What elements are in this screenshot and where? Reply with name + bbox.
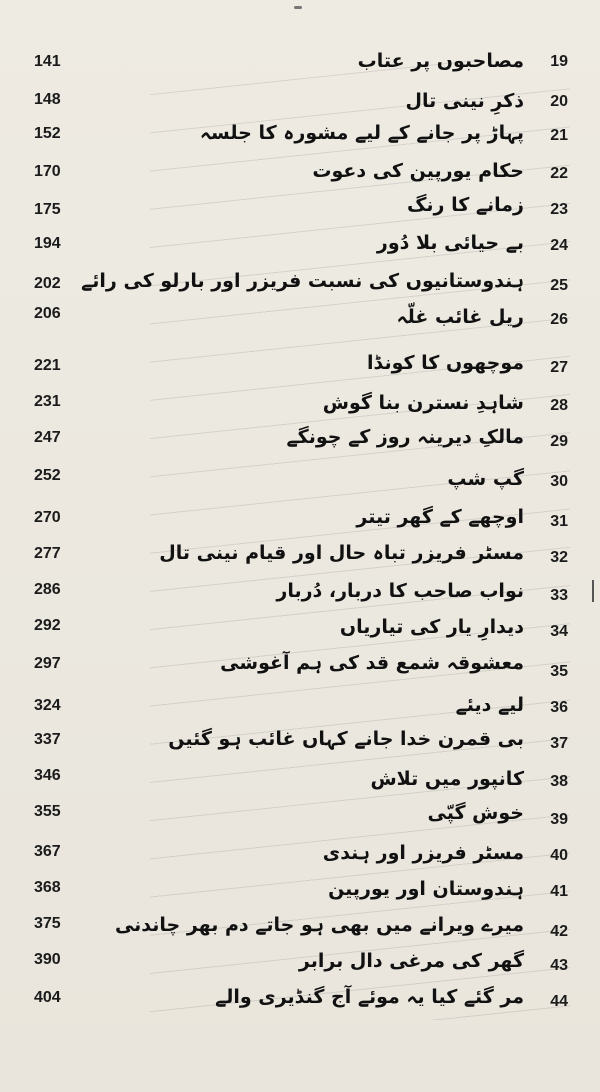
toc-entry <box>0 302 600 338</box>
entry-chapter-number: 41 <box>550 883 568 900</box>
entry-title: مسٹر فریزر تباہ حال اور قیام نینی تال <box>159 542 524 564</box>
entry-title: ہندوستانیوں کی نسبت فریزر اور بارلو کی رائے <box>81 270 524 292</box>
entry-chapter-number: 42 <box>550 923 568 940</box>
entry-chapter-number: 34 <box>550 623 568 640</box>
entry-chapter-number: 25 <box>550 277 568 294</box>
entry-chapter-number: 38 <box>550 773 568 790</box>
entry-chapter-number: 27 <box>550 359 568 376</box>
entry-page-number: 231 <box>34 393 61 410</box>
entry-chapter-number: 35 <box>550 663 568 680</box>
entry-page-number: 367 <box>34 843 61 860</box>
toc-entry <box>0 424 600 460</box>
entry-chapter-number: 22 <box>550 165 568 182</box>
toc-entry <box>0 798 600 834</box>
entry-title: شاہدِ نسترن بنا گوش <box>322 392 524 414</box>
entry-title: پہاڑ پر جانے کے لیے مشورہ کا جلسہ <box>199 122 524 144</box>
toc-entry <box>0 388 600 424</box>
entry-chapter-number: 23 <box>550 201 568 218</box>
entry-page-number: 277 <box>34 545 61 562</box>
entry-page-number: 368 <box>34 879 61 896</box>
toc-entry <box>0 268 600 304</box>
entry-page-number: 324 <box>34 697 61 714</box>
entry-page-number: 404 <box>34 989 61 1006</box>
toc-entry <box>0 612 600 648</box>
entry-page-number: 148 <box>34 91 61 108</box>
entry-page-number: 175 <box>34 201 61 218</box>
toc-entry <box>0 762 600 798</box>
entry-title: لیے دیئے <box>455 694 524 716</box>
toc-entry <box>0 192 600 228</box>
entry-chapter-number: 19 <box>550 53 568 70</box>
entry-chapter-number: 30 <box>550 473 568 490</box>
entry-chapter-number: 39 <box>550 811 568 828</box>
entry-title: ریل غائب غلّہ <box>396 306 524 328</box>
entry-page-number: 170 <box>34 163 61 180</box>
entry-page-number: 206 <box>34 305 61 322</box>
entry-title: گھر کی مرغی دال برابر <box>298 950 524 972</box>
entry-page-number: 194 <box>34 235 61 252</box>
toc-entry <box>0 982 600 1018</box>
entry-chapter-number: 26 <box>550 311 568 328</box>
toc-entry <box>0 910 600 946</box>
entry-title: حکام یورپین کی دعوت <box>312 160 524 182</box>
entry-page-number: 390 <box>34 951 61 968</box>
entry-chapter-number: 29 <box>550 433 568 450</box>
toc-entry <box>0 872 600 908</box>
entry-page-number: 292 <box>34 617 61 634</box>
toc-entry <box>0 650 600 686</box>
toc-entry <box>0 576 600 612</box>
entry-title: مالکِ دیرینہ روز کے چونگے <box>286 426 524 448</box>
entry-page-number: 297 <box>34 655 61 672</box>
entry-page-number: 221 <box>34 357 61 374</box>
toc-entry <box>0 460 600 496</box>
toc-entry <box>0 836 600 872</box>
entry-chapter-number: 40 <box>550 847 568 864</box>
entry-title: مر گئے کیا یہ موئے آج گنڈیری والے <box>215 986 524 1008</box>
entry-page-number: 141 <box>34 53 61 70</box>
entry-title: بے حیائی بلا دُور <box>376 232 524 254</box>
entry-chapter-number: 24 <box>550 237 568 254</box>
entry-title: دیدارِ یار کی تیاریاں <box>339 616 524 638</box>
toc-entry <box>0 724 600 760</box>
entry-title: معشوقہ شمع قد کی ہم آغوشی <box>220 652 524 674</box>
entry-page-number: 286 <box>34 581 61 598</box>
entry-title: موچھوں کا کونڈا <box>366 352 524 374</box>
toc-entry <box>0 690 600 726</box>
entry-page-number: 375 <box>34 915 61 932</box>
entry-title: زمانے کا رنگ <box>406 194 524 216</box>
entry-chapter-number: 31 <box>550 513 568 530</box>
toc-entry <box>0 350 600 386</box>
toc-entry <box>0 538 600 574</box>
entry-chapter-number: 20 <box>550 93 568 110</box>
entry-page-number: 355 <box>34 803 61 820</box>
toc-entry <box>0 156 600 192</box>
entry-page-number: 202 <box>34 275 61 292</box>
entry-chapter-number: 33 <box>550 587 568 604</box>
entry-chapter-number: 43 <box>550 957 568 974</box>
entry-title: میرے ویرانے میں بھی ہو جاتے دم بھر چاندنی <box>114 914 524 936</box>
entry-title: کانپور میں تلاش <box>370 768 524 790</box>
entry-title: مسٹر فریزر اور ہندی <box>322 842 524 864</box>
entry-chapter-number: 28 <box>550 397 568 414</box>
entry-title: گپ شپ <box>447 468 524 490</box>
entry-page-number: 252 <box>34 467 61 484</box>
entry-title: ذکرِ نینی تال <box>405 90 524 112</box>
toc-entry <box>0 500 600 536</box>
entry-chapter-number: 44 <box>550 993 568 1010</box>
toc-entry <box>0 84 600 120</box>
entry-page-number: 247 <box>34 429 61 446</box>
entry-title: اوچھے کے گھر تیتر <box>356 506 524 528</box>
entry-chapter-number: 37 <box>550 735 568 752</box>
entry-page-number: 270 <box>34 509 61 526</box>
entry-page-number: 152 <box>34 125 61 142</box>
toc-entry <box>0 120 600 156</box>
entry-chapter-number: 32 <box>550 549 568 566</box>
entry-title: مصاحبوں پر عتاب <box>357 50 524 72</box>
entry-title: بی قمرن خدا جانے کہاں غائب ہو گئیں <box>168 728 524 750</box>
toc-entry <box>0 944 600 980</box>
entry-page-number: 346 <box>34 767 61 784</box>
entry-page-number: 337 <box>34 731 61 748</box>
entry-title: خوش گپّی <box>427 802 524 824</box>
toc-entry <box>0 44 600 80</box>
toc-entry <box>0 228 600 264</box>
entry-chapter-number: 36 <box>550 699 568 716</box>
entry-title: ہندوستان اور یورپین <box>328 878 524 900</box>
entry-chapter-number: 21 <box>550 127 568 144</box>
entry-title: نواب صاحب کا دربار، دُربار <box>276 580 524 602</box>
